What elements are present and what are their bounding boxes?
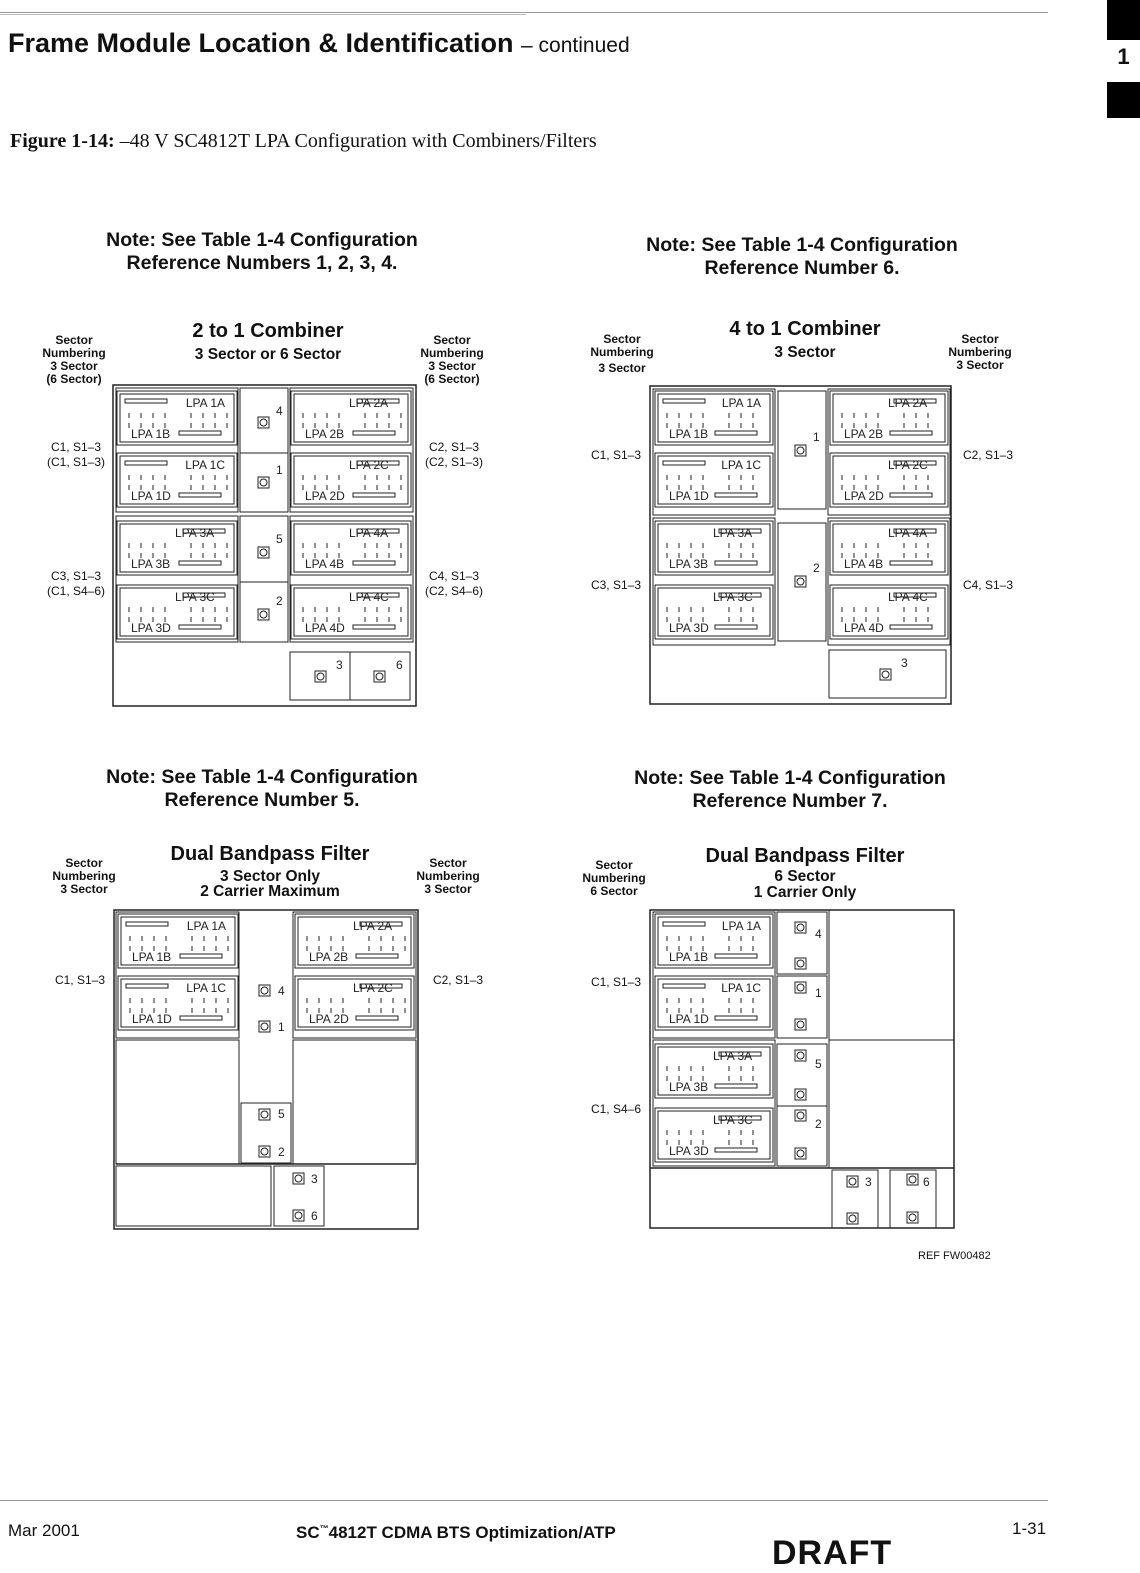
lpa-label-3d: LPA 3D (669, 1144, 709, 1158)
port-ring (849, 1178, 856, 1185)
diagram4-subtitle-2: 1 Carrier Only (753, 884, 857, 901)
port-number: 6 (311, 1209, 318, 1223)
lpa-label-1d: LPA 1D (131, 489, 171, 503)
footer-title-rest: 4812T CDMA BTS Optimization/ATP (328, 1523, 616, 1542)
diagram2-note-line2: Reference Number 6. (704, 257, 900, 279)
diagram3-side-c1: C1, S1–3 (54, 973, 106, 987)
lpa-label-4b: LPA 4B (305, 557, 345, 571)
lpa-handle (715, 1084, 757, 1088)
lpa-label-3d: LPA 3D (669, 621, 709, 635)
lpa-label-3c: LPA 3C (175, 590, 215, 604)
lpa-label-1b: LPA 1B (131, 427, 171, 441)
port-ring (797, 960, 804, 967)
diagram2-side-c2: C2, S1–3 (962, 448, 1014, 462)
port-ring (849, 1215, 856, 1222)
port-number: 5 (276, 532, 283, 546)
lpa-label-1a: LPA 1A (185, 396, 225, 410)
sn-line: Sector (55, 333, 93, 347)
lpa-label-3a: LPA 3A (175, 526, 215, 540)
sn-line: 3 Sector (956, 358, 1004, 372)
lpa-label-3a: LPA 3A (713, 526, 753, 540)
port-ring (797, 1052, 804, 1059)
port-ring (797, 984, 804, 991)
lpa-label-4a: LPA 4A (349, 526, 389, 540)
sn-line: Numbering (420, 346, 484, 360)
lpa-label-1c: LPA 1C (186, 981, 226, 995)
diagram4-subtitle-1: 6 Sector (774, 868, 836, 885)
figure-label: Figure 1-14: (10, 130, 115, 152)
side-label-line: C2, S1–3 (428, 440, 480, 454)
port-number: 2 (278, 1145, 285, 1159)
lpa-label-2c: LPA 2C (888, 458, 928, 472)
sn-line: (6 Sector) (424, 372, 480, 386)
sn-line: Numbering (52, 869, 116, 883)
diagram1-title: 2 to 1 Combiner (192, 320, 344, 342)
lpa-label-2c: LPA 2C (353, 981, 393, 995)
side-label-line: C3, S1–3 (50, 569, 102, 583)
diagram4-side-c2: C1, S4–6 (590, 1102, 642, 1116)
lpa-label-4b: LPA 4B (844, 557, 884, 571)
port-number: 6 (396, 658, 403, 672)
lpa-label-4d: LPA 4D (305, 621, 345, 635)
port-number: 1 (813, 430, 820, 444)
diagram4-title: Dual Bandpass Filter (705, 845, 905, 867)
side-label-line: C4, S1–3 (428, 569, 480, 583)
side-label-line: (C2, S4–6) (424, 584, 484, 598)
port-ring (797, 1091, 804, 1098)
lpa-label-1c: LPA 1C (721, 458, 761, 472)
side-label-line: C1, S1–3 (50, 440, 102, 454)
diagram3-subtitle-1: 3 Sector Only (220, 868, 320, 885)
diagram3-note-line1: Note: See Table 1-4 Configuration (106, 766, 418, 788)
diagram3-side-c2: C2, S1–3 (432, 973, 484, 987)
lpa-label-3b: LPA 3B (669, 557, 709, 571)
sn-line: Sector (595, 858, 633, 872)
filter-slot-5 (777, 1044, 827, 1106)
port-number: 1 (815, 986, 822, 1000)
page-title-text: Frame Module Location & Identification (8, 28, 514, 58)
diagram1-note-line2: Reference Numbers 1, 2, 3, 4. (126, 252, 398, 274)
chapter-tab-number: 1 (1117, 44, 1130, 69)
port-number: 3 (865, 1175, 872, 1189)
port-number: 3 (336, 658, 343, 672)
lpa-label-4a: LPA 4A (888, 526, 928, 540)
lpa-label-2d: LPA 2D (305, 489, 345, 503)
sn-line: 3 Sector (60, 882, 108, 896)
side-label-line: (C1, S1–3) (46, 455, 106, 469)
lpa-label-4c: LPA 4C (349, 590, 389, 604)
port-ring (909, 1214, 916, 1221)
diagram4-frame (650, 910, 954, 1228)
reference-code: REF FW00482 (918, 1250, 991, 1262)
port-number: 4 (815, 927, 822, 941)
lpa-handle (663, 984, 705, 988)
footer-rule (0, 1500, 1048, 1501)
figure-caption-text: –48 V SC4812T LPA Configuration with Combiners/Filters (119, 130, 597, 152)
lpa-label-2b: LPA 2B (844, 427, 884, 441)
sn-line: Sector (65, 856, 103, 870)
lpa-label-3b: LPA 3B (669, 1080, 709, 1094)
port-ring (797, 924, 804, 931)
diagram3-note-line2: Reference Number 5. (164, 789, 360, 811)
port-number: 6 (923, 1175, 930, 1189)
port-ring (797, 1112, 804, 1119)
lpa-label-2b: LPA 2B (309, 950, 349, 964)
footer-date: Mar 2001 (8, 1521, 80, 1540)
diagram2-subtitle: 3 Sector (774, 344, 836, 361)
sn-line: (6 Sector) (46, 372, 102, 386)
lpa-label-1a: LPA 1A (721, 396, 761, 410)
lpa-handle (715, 1148, 757, 1152)
lpa-label-1d: LPA 1D (669, 489, 709, 503)
side-label-line: (C2, S1–3) (424, 455, 484, 469)
sn-line: 3 Sector (428, 359, 476, 373)
sn-line: Sector (603, 332, 641, 346)
diagram4-note-line2: Reference Number 7. (692, 790, 888, 812)
port-number: 2 (815, 1117, 822, 1131)
lpa-label-2a: LPA 2A (353, 919, 393, 933)
lpa-label-1a: LPA 1A (186, 919, 226, 933)
lpa-label-2d: LPA 2D (844, 489, 884, 503)
lpa-handle (715, 954, 757, 958)
page-title-continued: – continued (521, 34, 630, 57)
sn-line: Numbering (416, 869, 480, 883)
diagram2-note-line1: Note: See Table 1-4 Configuration (646, 234, 958, 256)
lpa-label-1d: LPA 1D (669, 1012, 709, 1026)
lpa-handle (715, 1016, 757, 1020)
sn-line: Sector (429, 856, 467, 870)
lpa-handle (663, 922, 705, 926)
lpa-label-2d: LPA 2D (309, 1012, 349, 1026)
lpa-label-3b: LPA 3B (131, 557, 171, 571)
diagram1-subtitle: 3 Sector or 6 Sector (194, 346, 342, 363)
lpa-label-3a: LPA 3A (713, 1049, 753, 1063)
port-number: 4 (276, 404, 283, 418)
sn-line: Sector (433, 333, 471, 347)
footer-trademark: ™ (319, 1523, 329, 1534)
port-number: 4 (278, 984, 285, 998)
sn-line: Numbering (42, 346, 106, 360)
diagram2-title: 4 to 1 Combiner (729, 318, 881, 340)
diagram3-title: Dual Bandpass Filter (170, 843, 370, 865)
sn-line: 3 Sector (50, 359, 98, 373)
footer-title (296, 1523, 616, 1543)
port-number: 2 (276, 594, 283, 608)
sn-line: Numbering (590, 345, 654, 359)
lpa-label-1d: LPA 1D (132, 1012, 172, 1026)
port-ring (797, 1150, 804, 1157)
lpa-label-3c: LPA 3C (713, 590, 753, 604)
port-number: 2 (813, 561, 820, 575)
filter-slot-4 (777, 912, 827, 974)
lpa-label-1c: LPA 1C (721, 981, 761, 995)
lpa-label-2a: LPA 2A (349, 396, 389, 410)
lpa-label-1b: LPA 1B (132, 950, 172, 964)
port-ring (909, 1176, 916, 1183)
diagram1-note-line1: Note: See Table 1-4 Configuration (106, 229, 418, 251)
diagram4-side-c1: C1, S1–3 (590, 975, 642, 989)
lpa-label-1b: LPA 1B (669, 427, 709, 441)
sn-line: 3 Sector (424, 882, 472, 896)
lpa-label-4c: LPA 4C (888, 590, 928, 604)
sn-line: Numbering (948, 345, 1012, 359)
draft-stamp: DRAFT (772, 1534, 893, 1572)
diagram3-subtitle-2: 2 Carrier Maximum (200, 883, 340, 900)
port-number: 3 (311, 1172, 318, 1186)
port-number: 1 (276, 463, 283, 477)
port-ring (797, 1021, 804, 1028)
lpa-label-4d: LPA 4D (844, 621, 884, 635)
sn-line: Numbering (582, 871, 646, 885)
footer-page-number: 1-31 (1012, 1519, 1047, 1538)
footer-title-sc: SC (296, 1523, 320, 1542)
port-number: 3 (901, 656, 908, 670)
port-number: 1 (278, 1020, 285, 1034)
port-number: 5 (815, 1057, 822, 1071)
lpa-label-2b: LPA 2B (305, 427, 345, 441)
side-label-line: (C1, S4–6) (46, 584, 106, 598)
lpa-label-1b: LPA 1B (669, 950, 709, 964)
sn-line: 6 Sector (590, 884, 638, 898)
lpa-label-2c: LPA 2C (349, 458, 389, 472)
lpa-label-1a: LPA 1A (721, 919, 761, 933)
lpa-label-3c: LPA 3C (713, 1113, 753, 1127)
sn-line: 3 Sector (598, 361, 646, 375)
lpa-label-3d: LPA 3D (131, 621, 171, 635)
diagram2-side-c3: C3, S1–3 (590, 578, 642, 592)
diagram2-side-c1: C1, S1–3 (590, 448, 642, 462)
port-number: 5 (278, 1107, 285, 1121)
sn-line: Sector (961, 332, 999, 346)
diagram4-note-line1: Note: See Table 1-4 Configuration (634, 767, 946, 789)
diagram2-side-c4: C4, S1–3 (962, 578, 1014, 592)
lpa-label-1c: LPA 1C (185, 458, 225, 472)
lpa-label-2a: LPA 2A (888, 396, 928, 410)
